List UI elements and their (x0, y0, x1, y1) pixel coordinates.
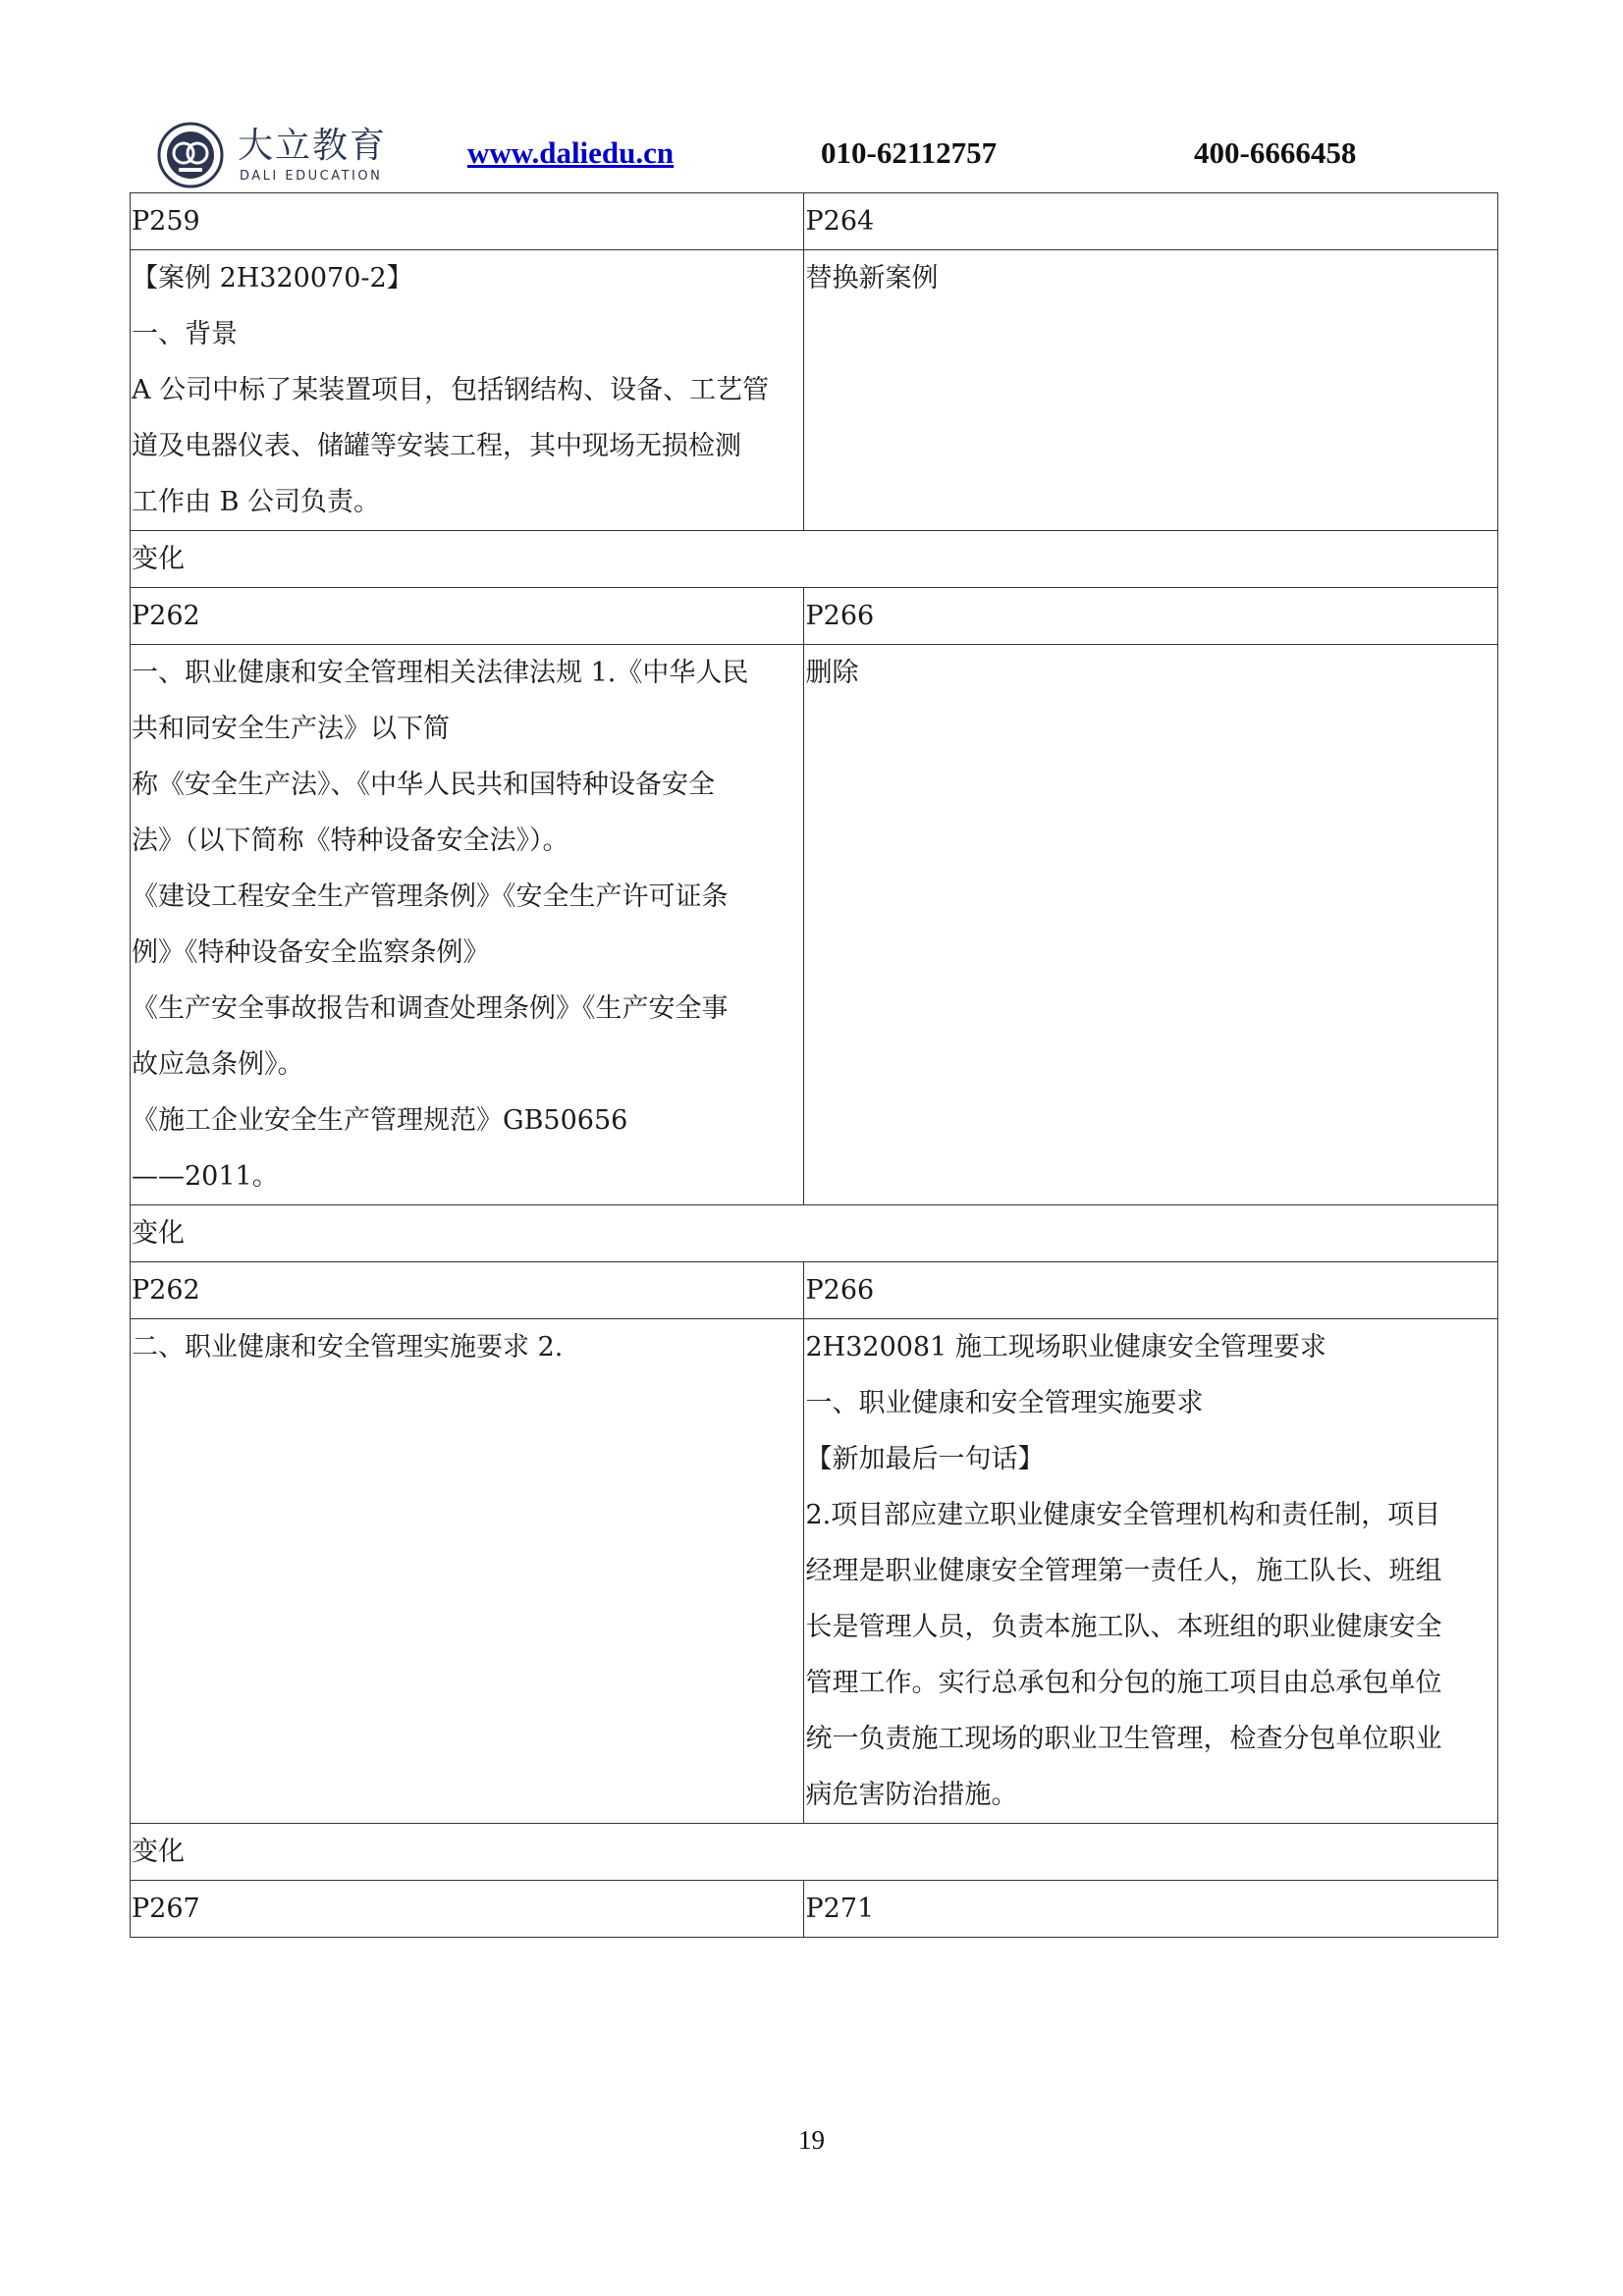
textbook-changes-table (130, 192, 1498, 1938)
new-edition-cell (804, 250, 1498, 531)
cell-text-line: P266 (805, 1275, 875, 1306)
new-edition-cell (804, 1319, 1498, 1824)
table-row (131, 193, 1498, 250)
cell-text-line: 一、背景 (132, 319, 238, 349)
table-row (131, 1824, 1498, 1881)
cell-text-line: 【新加最后一句话】 (805, 1444, 1045, 1474)
cell-text-line: P266 (805, 601, 875, 631)
cell-text-line: 《建设工程安全生产管理条例》《安全生产许可证条 (132, 881, 729, 912)
cell-text-line: 共和同安全生产法》以下简 (132, 714, 450, 744)
cell-text-line: A 公司中标了某装置项目，包括钢结构、设备、工艺管 (132, 375, 770, 405)
cell-text-line: 2H320081 施工现场职业健康安全管理要求 (805, 1332, 1326, 1362)
dali-emblem-icon (157, 122, 224, 188)
phone-number-hotline: 400-6666458 (1194, 135, 1357, 170)
cell-text-line: 管理工作。实行总承包和分包的施工项目由总承包单位 (805, 1668, 1442, 1698)
old-edition-cell (131, 1262, 804, 1319)
cell-text-line: 故应急条例》。 (132, 1049, 304, 1080)
new-edition-cell (804, 645, 1498, 1205)
cell-text-line: P259 (132, 206, 200, 237)
page-header (153, 116, 1498, 194)
table-row (131, 531, 1498, 588)
cell-text-line: 二、职业健康和安全管理实施要求 2. (132, 1332, 564, 1362)
table-row (131, 645, 1498, 1205)
old-edition-cell (131, 193, 804, 250)
new-edition-cell (804, 193, 1498, 250)
change-label: 变化 (132, 1218, 185, 1249)
cell-text-line: 例》《特种设备安全监察条例》 (132, 937, 490, 968)
phone-number-primary: 010-62112757 (821, 135, 998, 170)
old-edition-cell (131, 1881, 804, 1938)
change-label: 变化 (132, 544, 185, 574)
cell-text-line: P262 (132, 1275, 200, 1306)
cell-text-line: 2.项目部应建立职业健康安全管理机构和责任制，项目 (805, 1500, 1441, 1530)
cell-text-line: 经理是职业健康安全管理第一责任人，施工队长、班组 (805, 1556, 1442, 1586)
cell-text-line: 替换新案例 (805, 263, 939, 294)
table-row (131, 1205, 1498, 1262)
cell-text-line: 【案例 2H320070-2】 (132, 263, 413, 294)
old-edition-cell (131, 588, 804, 645)
new-edition-cell (804, 1262, 1498, 1319)
new-edition-cell (804, 588, 1498, 645)
old-edition-cell (131, 250, 804, 531)
cell-text-line: P264 (805, 206, 875, 237)
new-edition-cell (804, 1881, 1498, 1938)
cell-text-line: 《生产安全事故报告和调查处理条例》《生产安全事 (132, 993, 729, 1024)
cell-text-line: 病危害防治措施。 (805, 1780, 1018, 1810)
change-label-cell (131, 1824, 1498, 1881)
change-label-cell (131, 531, 1498, 588)
table-row (131, 1881, 1498, 1938)
logo-chinese-name: 大立教育 (238, 126, 388, 166)
dali-education-logo (153, 118, 389, 192)
cell-text-line: P271 (805, 1894, 875, 1924)
table-row (131, 588, 1498, 645)
cell-text-line: P267 (132, 1894, 200, 1924)
old-edition-cell (131, 1319, 804, 1824)
cell-text-line: 道及电器仪表、储罐等安装工程，其中现场无损检测 (132, 431, 741, 461)
cell-text-line: 称《安全生产法》、《中华人民共和国特种设备安全 (132, 770, 715, 800)
change-label-cell (131, 1205, 1498, 1262)
cell-text-line: 统一负责施工现场的职业卫生管理，检查分包单位职业 (805, 1724, 1442, 1754)
change-label: 变化 (132, 1837, 185, 1867)
table-row (131, 1262, 1498, 1319)
cell-text-line: 一、职业健康和安全管理相关法律法规 1.《中华人民 (132, 658, 749, 688)
cell-text-line: 《施工企业安全生产管理规范》GB50656 (132, 1105, 628, 1136)
website-link[interactable]: www.daliedu.cn (467, 135, 675, 170)
cell-text-line: 法》（以下简称《特种设备安全法》）。 (132, 826, 569, 856)
table-row (131, 1319, 1498, 1824)
cell-text-line: 工作由 B 公司负责。 (132, 487, 381, 517)
cell-text-line: 删除 (805, 658, 859, 688)
page-number: 19 (798, 2125, 825, 2155)
cell-text-line: 一、职业健康和安全管理实施要求 (805, 1388, 1204, 1418)
cell-text-line: 长是管理人员，负责本施工队、本班组的职业健康安全 (805, 1612, 1442, 1642)
logo-english-name: DALI EDUCATION (240, 169, 383, 184)
cell-text-line: ——2011。 (132, 1161, 279, 1192)
table-row (131, 250, 1498, 531)
cell-text-line: P262 (132, 601, 200, 631)
old-edition-cell (131, 645, 804, 1205)
